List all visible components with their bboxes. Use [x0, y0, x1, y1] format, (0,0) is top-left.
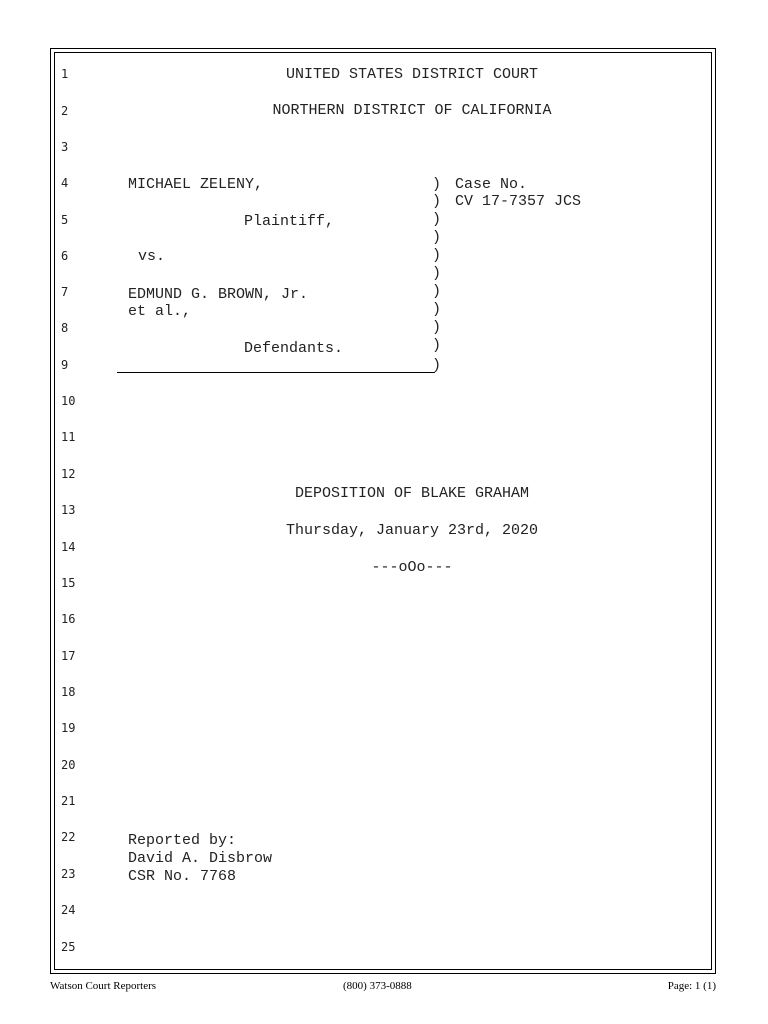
footer-phone: (800) 373-0888: [343, 980, 412, 992]
line-number: 4: [61, 176, 69, 190]
line-number: 5: [61, 213, 69, 227]
caption-paren: ): [432, 229, 442, 246]
line-number: 23: [61, 867, 76, 881]
line-number: 15: [61, 576, 76, 590]
plaintiff-role: Plaintiff,: [244, 213, 335, 230]
deposition-date: Thursday, January 23rd, 2020: [285, 522, 539, 539]
footer-company: Watson Court Reporters: [50, 980, 157, 992]
line-number: 18: [61, 685, 76, 699]
court-name: UNITED STATES DISTRICT COURT: [285, 66, 539, 83]
line-number: 24: [61, 903, 76, 917]
line-number: 10: [61, 394, 76, 408]
reported-by-label: Reported by:: [128, 832, 237, 849]
line-number: 8: [61, 321, 69, 335]
caption-paren: ): [432, 319, 442, 336]
reporter-csr: CSR No. 7768: [128, 868, 237, 885]
line-number: 20: [61, 758, 76, 772]
line-number: 25: [61, 940, 76, 954]
line-number: 7: [61, 285, 69, 299]
deposition-title: DEPOSITION OF BLAKE GRAHAM: [294, 485, 530, 502]
plaintiff-name: MICHAEL ZELENY,: [128, 176, 264, 193]
caption-paren: ): [432, 301, 442, 318]
line-number: 19: [61, 721, 76, 735]
line-number: 13: [61, 503, 76, 517]
line-number: 17: [61, 649, 76, 663]
line-number: 6: [61, 249, 69, 263]
defendant-role: Defendants.: [244, 340, 344, 357]
line-number: 12: [61, 467, 76, 481]
versus-label: vs.: [138, 248, 166, 265]
line-number: 11: [61, 430, 76, 444]
caption-paren: ): [432, 283, 442, 300]
caption-paren: ): [432, 357, 442, 374]
defendant-name-line1: EDMUND G. BROWN, Jr.: [128, 286, 309, 303]
caption-paren: ): [432, 193, 442, 210]
line-number: 2: [61, 104, 69, 118]
defendant-name-line2: et al.,: [128, 303, 192, 320]
caption-paren: ): [432, 176, 442, 193]
caption-paren: ): [432, 337, 442, 354]
line-number: 16: [61, 612, 76, 626]
section-separator: ---oOo---: [371, 559, 453, 576]
caption-paren: ): [432, 211, 442, 228]
line-number: 22: [61, 830, 76, 844]
case-number: CV 17-7357 JCS: [455, 193, 582, 210]
line-number: 21: [61, 794, 76, 808]
footer-page-number: Page: 1 (1): [667, 980, 716, 992]
line-number: 1: [61, 67, 69, 81]
case-number-label: Case No.: [455, 176, 528, 193]
line-number: 3: [61, 140, 69, 154]
line-number: 14: [61, 540, 76, 554]
caption-underline: [117, 372, 435, 373]
line-number: 9: [61, 358, 69, 372]
caption-paren: ): [432, 265, 442, 282]
caption-paren: ): [432, 247, 442, 264]
court-district: NORTHERN DISTRICT OF CALIFORNIA: [272, 102, 552, 119]
reporter-name: David A. Disbrow: [128, 850, 273, 867]
